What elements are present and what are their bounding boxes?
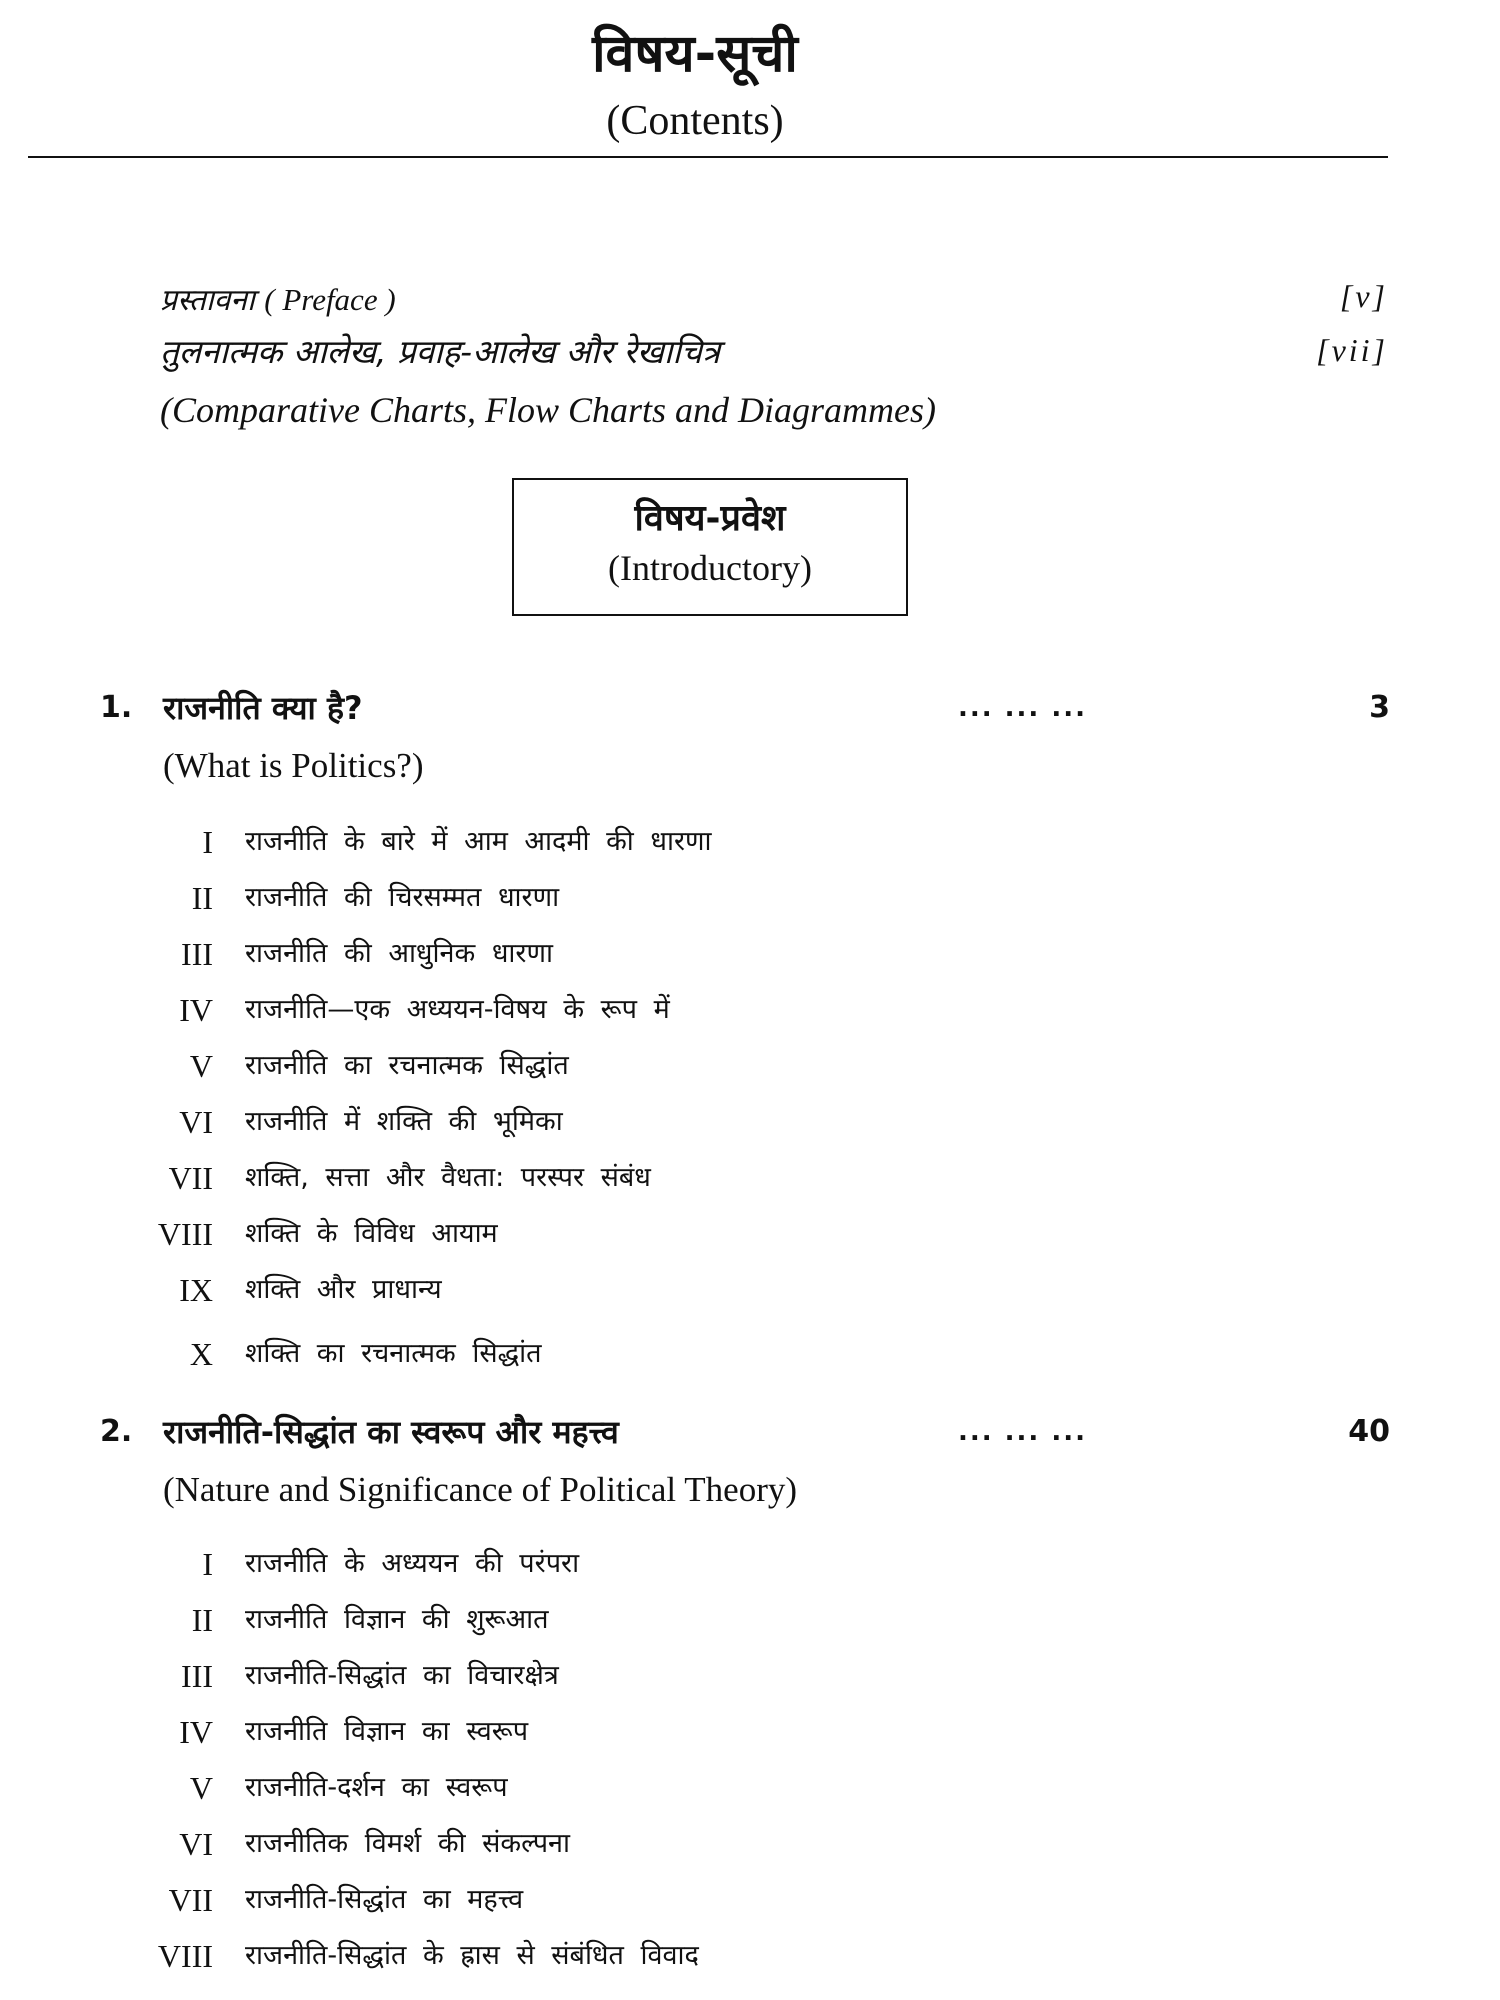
section-title: शक्ति और प्राधान्य	[245, 1274, 442, 1305]
section-number: VIII	[157, 1938, 213, 1974]
front-matter-charts-hindi: तुलनात्मक आलेख, प्रवाह-आलेख और रेखाचित्र	[160, 332, 721, 371]
section-number: III	[181, 936, 213, 972]
section-number: IV	[179, 992, 213, 1028]
section-number: VI	[179, 1826, 213, 1862]
section-title: राजनीति के अध्ययन की परंपरा	[245, 1548, 580, 1579]
chapter-number: 1.	[100, 690, 133, 725]
section-number: VII	[168, 1882, 213, 1918]
section-heading-english: (Introductory)	[608, 548, 812, 588]
chapter-leader-dots: ... ... ...	[958, 1417, 1087, 1447]
section-title: राजनीति-सिद्धांत का विचारक्षेत्र	[245, 1660, 559, 1691]
section-number: VII	[168, 1160, 213, 1196]
section-number: V	[189, 1770, 213, 1806]
section-number: I	[202, 824, 213, 860]
section-title: राजनीति में शक्ति की भूमिका	[245, 1106, 563, 1137]
section-number: X	[189, 1336, 213, 1372]
section-title: राजनीति विज्ञान की शुरूआत	[245, 1604, 549, 1635]
section-number: VIII	[157, 1216, 213, 1252]
chapter-page-number: 3	[1369, 690, 1390, 725]
page-subtitle: (Contents)	[606, 98, 784, 144]
section-title: शक्ति के विविध आयाम	[245, 1218, 498, 1249]
page-title: विषय-सूची	[592, 24, 798, 84]
section-title: राजनीति-सिद्धांत के ह्रास से संबंधित विवाद	[245, 1940, 699, 1971]
section-title: राजनीति का रचनात्मक सिद्धांत	[245, 1050, 569, 1081]
chapter-title: राजनीति-सिद्धांत का स्वरूप और महत्त्व	[163, 1413, 619, 1451]
chapter-number: 2.	[100, 1414, 133, 1449]
section-number: V	[189, 1048, 213, 1084]
section-title: शक्ति, सत्ता और वैधता: परस्पर संबंध	[245, 1162, 651, 1193]
front-matter-charts-page: [vii]	[1316, 332, 1388, 368]
chapter-english-title: (Nature and Significance of Political Theory)	[163, 1470, 797, 1509]
front-matter-preface-page: [v]	[1339, 278, 1388, 314]
section-title: राजनीति-दर्शन का स्वरूप	[245, 1772, 508, 1803]
section-heading-hindi: विषय-प्रवेश	[634, 498, 786, 539]
chapter-title: राजनीति क्या है?	[163, 689, 363, 727]
section-title: राजनीति की आधुनिक धारणा	[245, 938, 553, 969]
chapter-page-number: 40	[1348, 1414, 1390, 1449]
section-number: I	[202, 1546, 213, 1582]
front-matter-preface	[160, 280, 396, 321]
section-number: IV	[179, 1714, 213, 1750]
section-title: राजनीति के बारे में आम आदमी की धारणा	[245, 826, 712, 857]
section-number: II	[191, 880, 213, 916]
front-matter-charts-english: (Comparative Charts, Flow Charts and Diagrammes)	[160, 390, 937, 430]
section-number: IX	[179, 1272, 213, 1308]
section-number: VI	[179, 1104, 213, 1140]
header-divider	[28, 156, 1388, 158]
section-number: II	[191, 1602, 213, 1638]
section-number: III	[181, 1658, 213, 1694]
section-heading-box	[512, 478, 908, 616]
section-title: राजनीति—एक अध्ययन-विषय के रूप में	[245, 994, 670, 1025]
chapter-leader-dots: ... ... ...	[958, 693, 1087, 723]
front-matter-preface-english: ( Preface )	[264, 282, 396, 317]
section-title: राजनीति विज्ञान का स्वरूप	[245, 1716, 529, 1747]
section-title: राजनीतिक विमर्श की संकल्पना	[245, 1828, 571, 1859]
section-title: शक्ति का रचनात्मक सिद्धांत	[245, 1338, 542, 1369]
front-matter-preface-hindi: प्रस्तावना	[160, 283, 255, 318]
chapter-english-title: (What is Politics?)	[163, 746, 424, 785]
section-title: राजनीति-सिद्धांत का महत्त्व	[245, 1884, 524, 1915]
section-title: राजनीति की चिरसम्मत धारणा	[245, 882, 560, 913]
